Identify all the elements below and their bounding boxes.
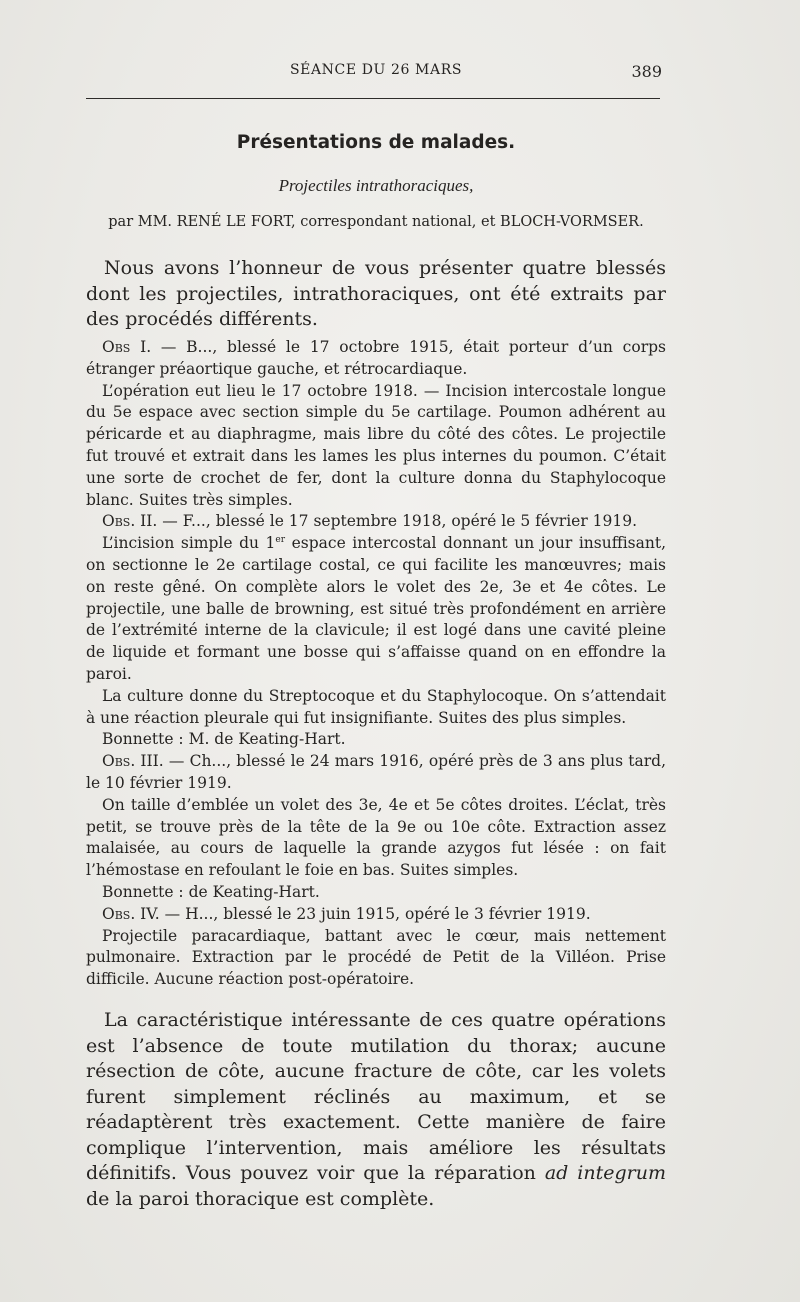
obs2-label: Obs. II. [102, 512, 158, 531]
article-title: Projectiles intrathoraciques, [278, 176, 474, 195]
observations [86, 337, 666, 991]
obs1-text: — B..., blessé le 17 octobre 1915, était porteur d’un corps étranger préaortique gauche, et rétrocardiaque. [86, 338, 666, 378]
obs2-operation [86, 533, 666, 686]
obs4-text: — H..., blessé le 23 juin 1915, opéré le 3 février 1919. [159, 904, 591, 923]
obs2-culture: La culture donne du Streptocoque et du Staphylocoque. On s’attendait à une réaction pleurale qui fut insignifiante. Suites des plus simples. [86, 686, 666, 727]
obs2-paragraph [86, 511, 666, 533]
running-head [86, 62, 666, 82]
intro-paragraph [86, 256, 666, 333]
obs3-bonnette: Bonnette : de Keating-Hart. [102, 882, 320, 901]
intro-text: Nous avons l’honneur de vous présenter quatre blessés dont les projectiles, intrathoraciques, ont été extraits par des procédés différents. [86, 257, 666, 330]
obs1-paragraph [86, 337, 666, 381]
obs1-operation: L’opération eut lieu le 17 octobre 1918. — Incision intercostale longue du 5e espace avec section simple du 5e cartilage. Poumon adhérent au péricarde et au diaphragme, mais libre du côté des côtes. Le projectile fut trouvé et extrait dans les lames les plus internes du poumon. C’était une sorte de crochet de fer, dont la culture donna du Staphylocoque blanc. Suites très simples. [86, 381, 666, 509]
obs2-operation-sup: er [275, 535, 286, 546]
conclusion-italic: ad integrum [544, 1162, 666, 1184]
obs2-operation-a: L’incision simple du 1 [102, 534, 276, 553]
obs4-label: Obs. IV. [102, 904, 160, 923]
conclusion-text [86, 1008, 666, 1212]
obs2-text: — F..., blessé le 17 septembre 1918, opéré le 5 février 1919. [157, 512, 638, 531]
obs3-paragraph [86, 751, 666, 795]
running-title: SÉANCE DU 26 MARS [289, 62, 463, 78]
obs3-text: — Ch..., blessé le 24 mars 1916, opéré près de 3 ans plus tard, le 10 février 1919. [86, 752, 666, 792]
conclusion-text-a: La caractéristique intéressante de ces quatre opérations est l’absence de toute mutilation du thorax; aucune résection de côte, aucune fracture de côte, car les volets furent simplement réclinés au maximum, et se réadaptèrent très exactement. Cette manière de faire complique l’intervention, mais améliore les résultats définitifs. Vous pouvez voir que la réparation [86, 1009, 666, 1184]
obs3-label: Obs. III. [102, 752, 164, 771]
obs4-paragraph [86, 904, 666, 926]
byline: par MM. RENÉ LE FORT, correspondant national, et BLOCH-VORMSER. [108, 214, 644, 230]
conclusion-paragraph [86, 1008, 666, 1212]
obs1-label: Obs I. [102, 338, 152, 356]
obs2-operation-b: espace intercostal donnant un jour insuffisant, on sectionne le 2e cartilage costal, ce qui facilite les manœuvres; mais on reste gêné. On complète alors le volet des 2e, 3e et 4e côtes. Le projectile, une balle de browning, est situé très profondément en arrière de l’extrémité interne de la clavicule; il est logé dans une cavité pleine de liquide et formant une bosse qui s’affaisse quand on en effondre la paroi. [86, 534, 666, 683]
obs3-operation: On taille d’emblée un volet des 3e, 4e et 5e côtes droites. L’éclat, très petit, se trouve près de la tête de la 9e ou 10e côte. Extraction assez malaisée, au cours de laquelle la grande azygos fut lésée : on fait l’hémostase en refoulant le foie en bas. Suites simples. [86, 795, 666, 880]
header-rule [86, 98, 660, 99]
page-number: 389 [631, 62, 662, 81]
conclusion-text-b: de la paroi thoracique est complète. [86, 1187, 435, 1210]
obs4-operation: Projectile paracardiaque, battant avec le cœur, mais nettement pulmonaire. Extraction par le procédé de Petit de la Villéon. Prise difficile. Aucune réaction post-opératoire. [86, 926, 666, 989]
section-title: Présentations de malades. [236, 132, 516, 153]
obs2-bonnette: Bonnette : M. de Keating-Hart. [102, 730, 346, 749]
